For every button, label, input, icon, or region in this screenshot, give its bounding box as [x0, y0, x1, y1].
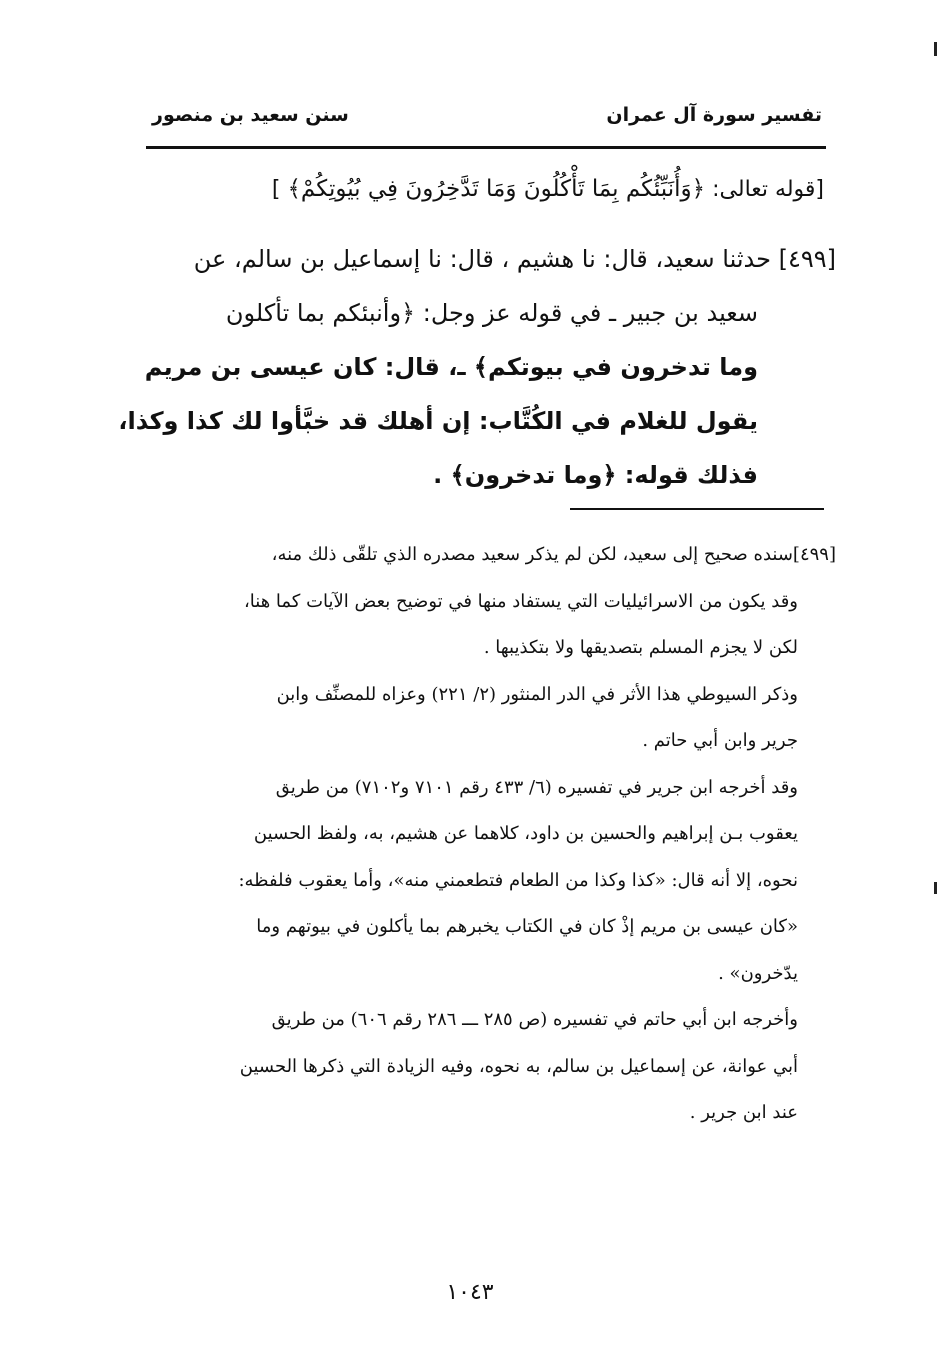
- hadith-line-1-text: حدثنا سعيد، قال: نا هشيم ، قال: نا إسماعيل بن سالم، عن: [193, 245, 771, 273]
- hadith-line-4: يقول للغلام في الكُتَّاب: إن أهلك قد خبَّأوا لك كذا وكذا،: [118, 407, 758, 435]
- hadith-line-5: فذلك قوله: ﴿وما تدخرون﴾ .: [433, 461, 758, 489]
- running-head: [146, 100, 822, 140]
- footnote-line-12: أبي عوانة، عن إسماعيل بن سالم، به نحوه، وفيه الزيادة التي ذكرها الحسين: [239, 1055, 798, 1077]
- footnote-line-1-text: سنده صحيح إلى سعيد، لكن لم يذكر سعيد مصدره الذي تلقّى ذلك منه،: [271, 544, 793, 565]
- footnote-line-1: [126, 532, 836, 579]
- verse-heading-open-bracket: [: [815, 177, 824, 202]
- footnote-line-8: نحوه، إلا أنه قال: «كذا وكذا من الطعام فتطعمني منه»، وأما يعقوب فلفظه:: [238, 869, 798, 891]
- footnote-line-5: جرير وابن أبي حاتم .: [642, 730, 798, 751]
- footnote-line-3: لكن لا يجزم المسلم بتصديقها ولا بتكذيبها .: [483, 637, 798, 658]
- scan-edge-mark-top: [934, 42, 937, 56]
- footnote-line-9: «كان عيسى بن مريم إذْ كان في الكتاب يخبرهم بما يأكلون في بيوتهم وما: [256, 916, 798, 937]
- running-head-book-title: سنن سعيد بن منصور: [152, 104, 349, 126]
- footnote-line-2: وقد يكون من الاسرائيليات التي يستفاد منها في توضيح بعض الآيات كما هنا،: [243, 590, 798, 612]
- hadith-line-2: سعيد بن جبير ـ في قوله عز وجل: ﴿وأنبئكم بما تأكلون: [225, 299, 758, 327]
- running-head-surah-title: تفسير سورة آل عمران: [606, 104, 822, 126]
- hadith-line-1: [120, 232, 836, 286]
- footnote-block: [126, 532, 836, 1137]
- hadith-number: [٤٩٩]: [778, 245, 836, 273]
- hadith-line-3: وما تدخرون في بيوتكم﴾ ـ، قال: كان عيسى بن مريم: [144, 353, 758, 381]
- footnote-line-10: يدّخرون» .: [718, 962, 798, 984]
- verse-heading-close-bracket: ]: [271, 177, 281, 202]
- hadith-text: [120, 232, 836, 502]
- footnote-line-13: عند ابن جرير .: [689, 1102, 798, 1123]
- footnote-line-11: وأخرجه ابن أبي حاتم في تفسيره (ص ٢٨٥ ـــ ٢٨٦ رقم ٦٠٦) من طريق: [271, 1009, 798, 1030]
- scan-edge-mark-bottom: [934, 882, 937, 894]
- verse-heading: [124, 166, 824, 213]
- footnote-line-7: يعقوب بـن إبراهيم والحسين بن داود، كلاهما عن هشيم، به، ولفظ الحسين: [253, 823, 798, 844]
- footnote-rule: [570, 508, 824, 510]
- footnote-number: [٤٩٩]: [792, 544, 836, 565]
- header-rule: [146, 146, 826, 149]
- verse-heading-lead: قوله تعالى:: [712, 177, 816, 202]
- footnote-line-4: وذكر السيوطي هذا الأثر في الدر المنثور (٢/ ٢٢١) وعزاه للمصنِّف وابن: [276, 683, 798, 705]
- quran-verse: ﴿وَأُنَبِّئُكُم بِمَا تَأْكُلُونَ وَمَا تَدَّخِرُونَ فِي بُيُوتِكُمْ﴾: [287, 176, 706, 202]
- page-number: ١٠٤٣: [446, 1280, 494, 1305]
- footnote-line-6: وقد أخرجه ابن جرير في تفسيره (٦/ ٤٣٣ رقم ٧١٠١ و٧١٠٢) من طريق: [275, 776, 798, 798]
